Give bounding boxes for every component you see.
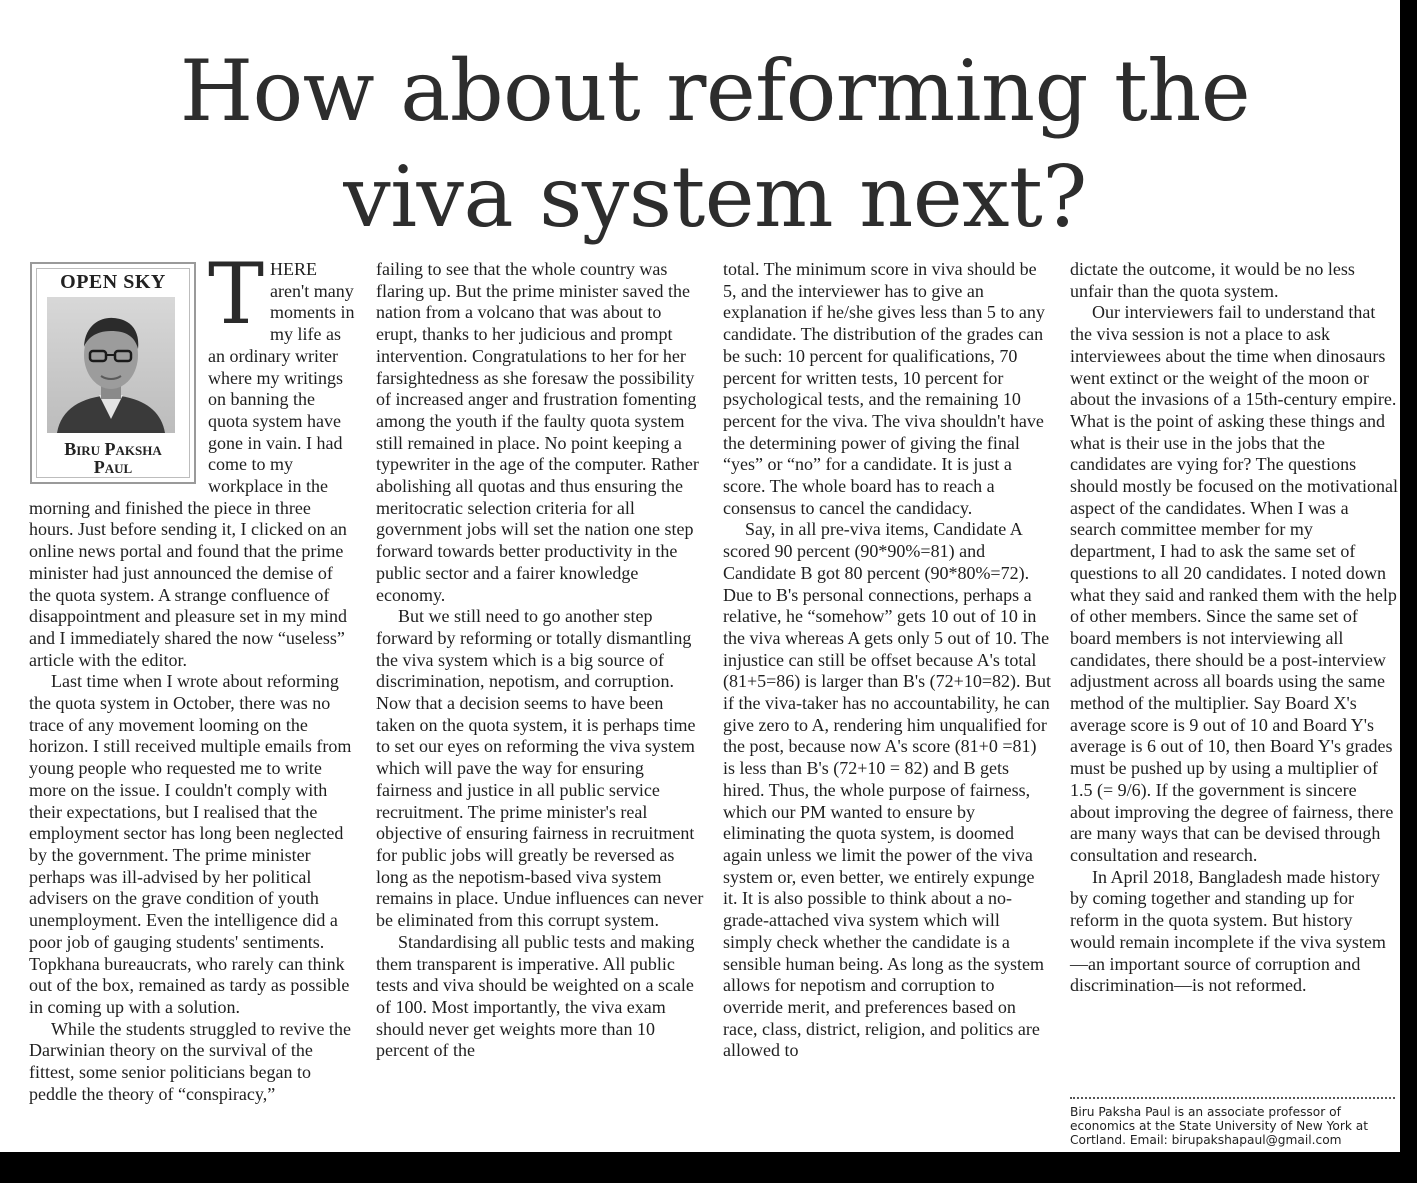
article-column-3 xyxy=(723,259,1051,1062)
headline-line-1: How about reforming the xyxy=(179,42,1251,140)
drop-cap: T xyxy=(208,245,265,343)
author-name-line-1: Biru Paksha xyxy=(64,439,162,459)
author-name xyxy=(32,440,194,476)
author-name-line-2: Paul xyxy=(93,457,133,477)
article-column-4 xyxy=(1070,259,1398,997)
article-paragraph-3-start: While the students struggled to revive the Darwinian theory on the survival of the fittest, some senior politicians began to peddle the theory of “conspiracy,” xyxy=(29,1018,351,1104)
article-paragraph-4: But we still need to go another step forward by reforming or totally dismantling the viva system which is a big source of discrimination, nepotism, and corruption. Now that a decision seems to have been taken on the quota system, it is perhaps time to set our eyes on reforming the viva system which will pave the way for ensuring fairness and justice in all public service recruitment. The prime minister's real objective of ensuring fairness in recruitment for public jobs will greatly be reversed as long as the nepotism-based viva system remains in place. Undue influences can never be eliminated from this corrupt system. xyxy=(376,606,704,931)
paragraph-1-text: aren't many moments in my life as an ordinary writer where my writings on banning the quota system have gone in vain. I had come to my workplace in the morning and finished the piece in three hours. Just before sending it, I clicked on an online news portal and found that the prime minister had just announced the demise of the quota system. A strange confluence of disappointment and pleasure set in my mind and I immediately shared the now “useless” article with the editor. xyxy=(29,280,355,670)
article-paragraph-7: Our interviewers fail to understand that the viva session is not a place to ask interviewees about the time when dinosaurs went extinct or the weight of the moon or about the invasions of a 15th-century empire. What is the point of asking these things and what is their use in the jobs that the candidates are vying for? The questions should mostly be focused on the motivational aspect of the candidates. When I was a search committee member for my department, I had to ask the same set of questions to all 20 candidates. I noted down what they said and ranked them with the help of other members. Since the same set of board members is not interviewing all candidates, there should be a post-interview adjustment across all boards using the same method of the multiplier. Say Board X's average score is 9 out of 10 and Board Y's average is 6 out of 10, then Board Y's grades must be pushed up by using a multiplier of 1.5 (= 9/6). If the government is sincere about improving the degree of fairness, there are many ways that can be devised through consultation and research. xyxy=(1070,302,1398,865)
column-label: OPEN SKY xyxy=(60,271,166,293)
article-paragraph-2: Last time when I wrote about reforming the quota system in October, there was no trace of any movement looming on the horizon. I still received multiple emails from young people who requested me to write more on the issue. I couldn't comply with their expectations, but I realised that the employment sector has long been neglected by the government. The prime minister perhaps was ill-advised by her political advisers on the grave condition of youth unemployment. Even the intelligence did a poor job of gauging students' sentiments. Topkhana bureaucrats, who rarely can think out of the box, remained as tardy as possible in coming up with a solution. xyxy=(29,671,352,1017)
author-bio: Biru Paksha Paul is an associate professor of economics at the State University of New York at Cortland. Email: birupakshapaul@gmail.com xyxy=(1070,1105,1369,1147)
article-column-2 xyxy=(376,259,704,1062)
byline-box xyxy=(30,262,196,484)
headline xyxy=(0,38,1400,250)
article-paragraph-5-start: Standardising all public tests and making them transparent is imperative. All public tests and viva should be weighted on a scale of 100. Most importantly, the viva exam should never get weights more than 10 percent of the xyxy=(376,931,695,1061)
article-paragraph-5-continued: total. The minimum score in viva should be 5, and the interviewer has to give an explanation if he/she gives less than 5 to any candidate. The distribution of the grades can be such: 10 percent for qualifications, 70 percent for written tests, 10 percent for psychological tests, and the remaining 10 percent for the viva. The viva shouldn't have the determining power of giving the final “yes” or “no” for a candidate. It is just a score. The whole board has to reach a consensus to cancel the candidacy. xyxy=(723,259,1045,518)
author-portrait xyxy=(47,297,175,433)
article-paragraph-6-continued: dictate the outcome, it would be no less unfair than the quota system. xyxy=(1070,259,1355,301)
article-paragraph-8: In April 2018, Bangladesh made history by coming together and standing up for reform in the quota system. But history would remain incomplete if the viva system—an important source of corruption and discrimination—is not reformed. xyxy=(1070,866,1386,996)
headline-line-2: viva system next? xyxy=(343,148,1087,246)
article-paragraph-3-continued: failing to see that the whole country was flaring up. But the prime minister saved the nation from a volcano that was about to erupt, thanks to her judicious and prompt intervention. Congratulations to her for her farsightedness as she foresaw the possibility of increased anger and frustration fomenting among the youth if the faulty quota system still remained in place. No point keeping a typewriter in the age of the computer. Rather abolishing all quotas and thus ensuring the meritocratic selection criteria for all government jobs will set the nation one step forward towards better productivity in the public sector and a fairer knowledge economy. xyxy=(376,259,699,605)
dotted-divider xyxy=(1070,1097,1395,1099)
lead-smallcaps: HERE xyxy=(270,259,318,279)
article-paragraph-6-start: Say, in all pre-viva items, Candidate A scored 90 percent (90*90%=81) and Candidate B got 80 percent (90*80%=72). Due to B's personal connections, perhaps a relative, he “somehow” gets 10 out of 10 in the viva whereas A gets only 5 out of 10. The injustice can still be offset because A's total (81+5=86) is larger than B's (72+10=82). But if the viva-taker has no accountability, he can give zero to A, rendering him unqualified for the post, because now A's score (81+0 =81) is less than B's (72+10 = 82) and B gets hired. Thus, the whole purpose of fairness, which our PM wanted to ensure by eliminating the quota system, is doomed again unless we limit the power of the viva system or, even better, we entirely expunge it. It is also possible to think about a no-grade-attached viva system which will simply check whether the candidate is a sensible human being. As long as the system allows for nepotism and corruption to override merit, and preferences based on race, class, district, religion, and politics are allowed to xyxy=(723,519,1051,1061)
article-column-1 xyxy=(29,245,355,1105)
